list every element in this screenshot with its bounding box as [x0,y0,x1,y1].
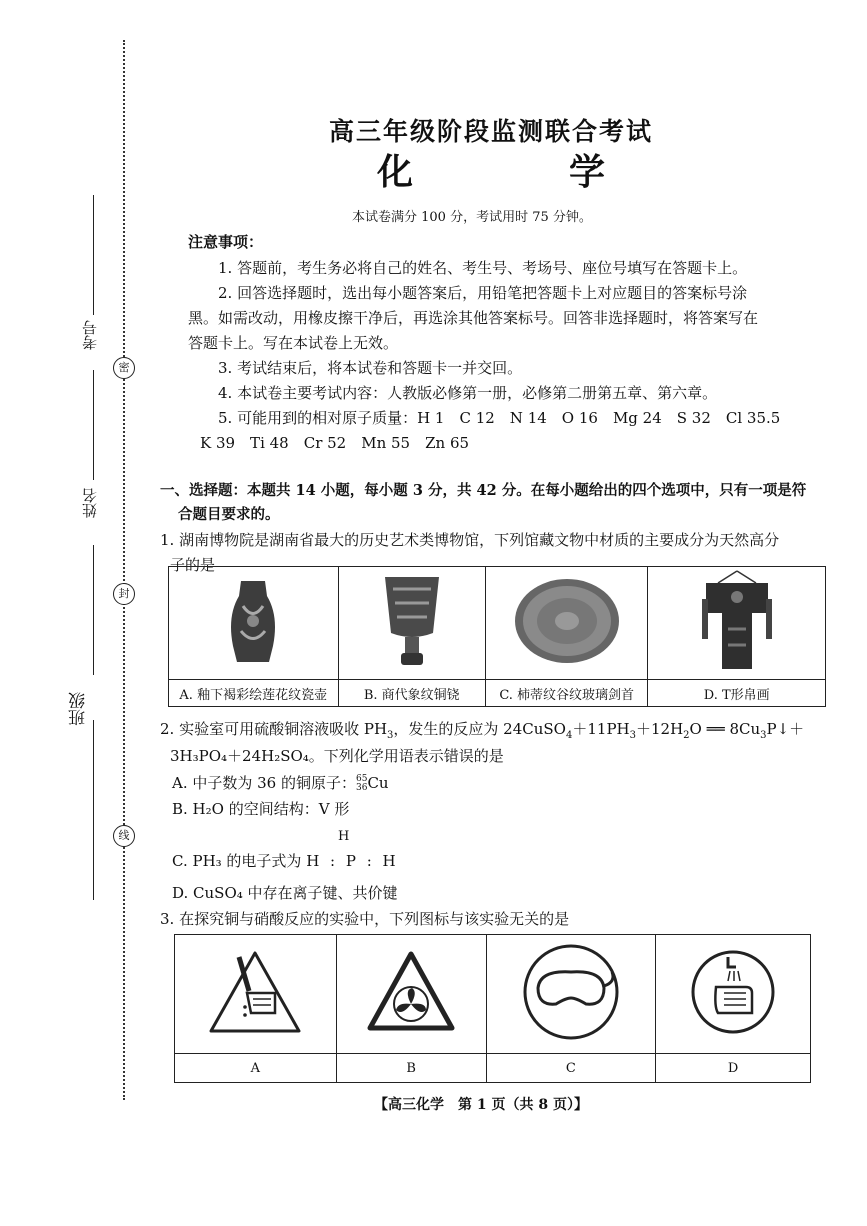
q3-option-a[interactable]: A [175,1054,337,1083]
q1-image-b [338,567,485,680]
exam-no-label: 考号 [81,320,99,350]
name-label: 姓名 [81,488,99,518]
q3-stem: 3. 在探究铜与硝酸反应的实验中，下列图标与该实验无关的是 [160,910,570,928]
q3-option-b[interactable]: B [336,1054,486,1083]
class-label: 班级 [69,692,89,726]
q2-stem-eq3: O ══ 8Cu [689,720,761,738]
q1-option-a[interactable]: A. 釉下褐彩绘莲花纹瓷壶 [169,680,339,707]
score-line: 本试卷满分 100 分，考试用时 75 分钟。 [352,210,592,225]
bronze-nao-icon [377,571,447,671]
q2-stem-line2: 3H₃PO₄＋24H₂SO₄。下列化学用语表示错误的是 [170,747,504,765]
section1-line2: 合题目要求的。 [178,506,280,523]
name-fill-line[interactable] [93,370,94,480]
q1-stem-line1: 1. 湖南博物院是湖南省最大的历史艺术类博物馆，下列馆藏文物中材质的主要成分为天然高分 [160,531,780,549]
q1-stem-line2: 子的是 [170,556,216,574]
page-footer: 【高三化学 第 1 页（共 8 页）】 [374,1097,588,1113]
extra-fill-line[interactable] [93,720,94,900]
notice-item-4: 4. 本试卷主要考试内容：人教版必修第一册，必修第二册第五章、第六章。 [218,384,718,402]
q1-option-d[interactable]: D. T形帛画 [648,680,826,707]
notice-item-2c: 答题卡上。写在本试卷上无效。 [188,334,399,352]
exam-no-fill-line[interactable] [93,195,94,315]
q2-option-c-top-h: H [338,829,350,844]
notice-item-2b: 黑。如需改动，用橡皮擦干净后，再选涂其他答案标号。回答非选择题时，将答案写在 [188,309,759,327]
notice-item-5b: K 39 Ti 48 Cr 52 Mn 55 Zn 65 [200,434,470,452]
q3-image-a [175,935,337,1054]
q3-options-table [174,934,811,1083]
q1-options-table [168,566,826,707]
q1-option-b[interactable]: B. 商代象纹铜铙 [338,680,485,707]
q2-option-a-proton: 36 [356,783,368,793]
q2-option-a-mass: 65 [356,774,368,784]
notice-item-2a: 2. 回答选择题时，选出每小题答案后，用铅笔把答题卡上对应题目的答案标号涂 [218,284,748,302]
notice-item-1: 1. 答题前，考生务必将自己的姓名、考生号、考场号、座位号填写在答题卡上。 [218,259,748,277]
sharp-object-warning-icon [205,947,305,1037]
glass-sword-pommel-icon [512,575,622,667]
safety-goggles-icon [516,942,626,1042]
wash-hands-icon [688,947,778,1037]
ventilation-fan-icon [366,950,456,1034]
q2-stem-eq2: ＋12H [636,720,684,738]
q2-stem-prefix: 2. 实验室可用硫酸铜溶液吸收 PH [160,720,388,738]
q2-stem-eq4: P↓＋ [766,720,805,738]
q2-option-d[interactable]: D. CuSO₄ 中存在离子键、共价键 [172,884,398,902]
q3-image-b [336,935,486,1054]
subject-title: 化 学 [376,151,665,193]
q1-image-a [169,567,339,680]
binding-mark-mi: 密 [113,357,135,379]
q2-option-a-text: A. 中子数为 36 的铜原子： [172,774,356,792]
q3-option-d[interactable]: D [656,1054,811,1083]
q1-image-d [648,567,826,680]
q2-stem-line1: 2. 实验室可用硫酸铜溶液吸收 $PH_3$，发生的反应为 $24CuSO_4+11PH_3+12H_2O$ ══ $8Cu_3P↓+$ [160,720,805,741]
binding-dotted-line [123,40,125,1100]
q1-image-c [485,567,647,680]
binding-mark-xian: 线 [113,825,135,847]
q3-image-d [656,935,811,1054]
q2-option-a[interactable] [172,772,389,794]
class-fill-line[interactable] [93,545,94,675]
q3-image-c [486,935,656,1054]
q2-option-a-element: Cu [367,774,389,792]
q3-option-c[interactable]: C [486,1054,656,1083]
binding-mark-feng: 封 [113,583,135,605]
notice-heading: 注意事项： [188,233,264,251]
q2-stem-suffix: ，发生的反应为 24CuSO [393,720,566,738]
q2-option-c-formula: H : P : H [306,852,399,870]
section1-line1: 一、选择题：本题共 14 小题，每小题 3 分，共 42 分。在每小题给出的四个选项中，只有一项是符 [160,482,807,499]
notice-item-5a: 5. 可能用到的相对原子质量：H 1 C 12 N 14 O 16 Mg 24 S 32 Cl 35.5 [218,409,781,427]
q1-option-c[interactable]: C. 柿蒂纹谷纹玻璃剑首 [485,680,647,707]
notice-item-3: 3. 考试结束后，将本试卷和答题卡一并交回。 [218,359,523,377]
porcelain-pot-icon [223,576,283,666]
q2-option-c-text: C. PH₃ 的电子式为 [172,852,307,870]
q2-option-b[interactable]: B. H₂O 的空间结构：V 形 [172,800,350,818]
exam-title: 高三年级阶段监测联合考试 [328,117,653,146]
q2-stem-eq: ＋11PH [572,720,630,738]
q2-option-c[interactable] [172,850,399,872]
t-shaped-silk-painting-icon [702,569,772,673]
